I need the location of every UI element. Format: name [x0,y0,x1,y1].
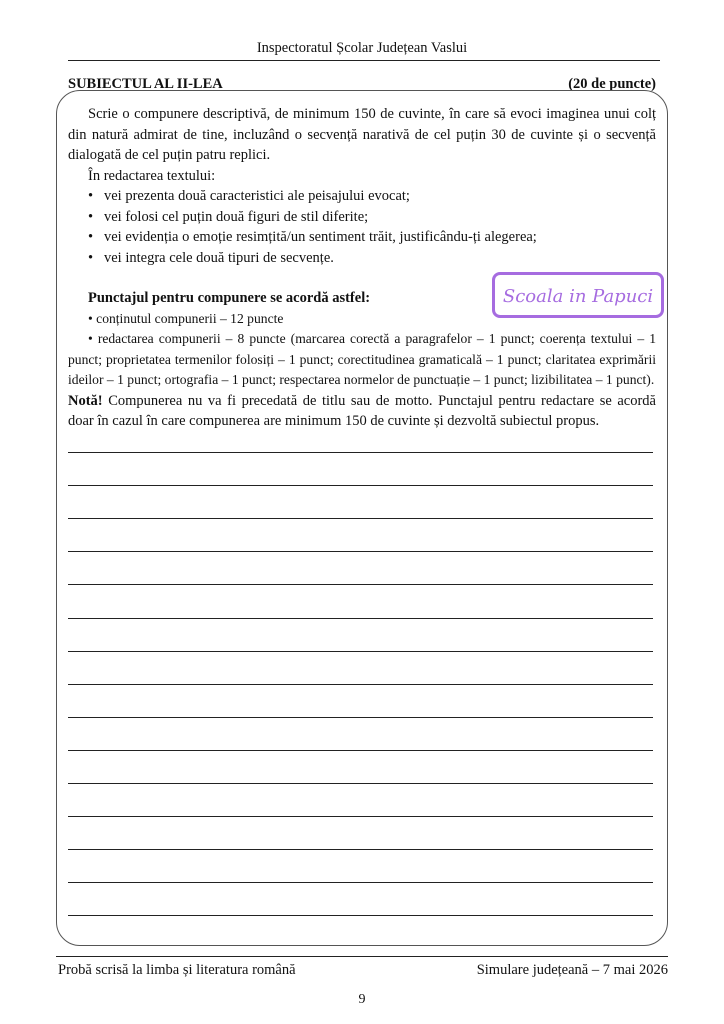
requirement-item [88,207,656,228]
scoring-writing-item: • redactarea compunerii – 8 puncte (marcarea corectă a paragrafelor – 1 punct; coerența textului – 1 punct; proprietatea termenilor folosiți – 1 punct; corectitudinea gramaticală – 1 punct; claritatea exprimării ideilor – 1 punct; ortografia – 1 punct; respectarea normelor de punctuație – 1 punct; lizibilitatea – 1 punct). [68,331,656,387]
scoring-title: Punctajul pentru compunere se acordă astfel: [88,290,371,306]
watermark-stamp [492,272,664,318]
subject-title: SUBIECTUL AL II-LEA [68,76,223,92]
task-content [68,104,656,432]
header-divider [68,60,660,61]
bullet-icon: • [88,208,94,225]
footer-divider [56,956,668,957]
page-header: Inspectoratul Școlar Județean Vaslui [256,40,468,56]
requirement-item [88,248,656,269]
scoring-content-item: • conținutul compunerii – 12 puncte [88,310,284,326]
note-label: Notă! [68,392,103,409]
bullet-icon: • [88,249,94,266]
task-prompt: Scrie o compunere descriptivă, de minimum 150 de cuvinte, în care să evoci imaginea unui colț din natură admirat de tine, incluzând o secvență narativă de cel puțin 30 de cuvinte și o secvență dialogată de cel puțin patru replici. [68,106,656,163]
requirement-text: vei integra cele două tipuri de secvențe. [104,249,334,266]
requirement-text: vei evidenția o emoție resimțită/un sentiment trăit, justificându-ți alegerea; [104,229,537,245]
footer-exam-date: Simulare județeană – 7 mai 2026 [476,962,668,978]
bullet-icon: • [88,188,94,204]
note-text: Compunerea nu va fi precedată de titlu sau de motto. Punctajul pentru redactare se acordă doar în cazul în care compunerea are minimum 150 de cuvinte și dezvoltă subiectul propus. [68,392,656,429]
bullet-icon: • [88,229,94,245]
requirements-list [68,186,656,268]
requirement-item [88,227,656,248]
watermark-logo [498,278,658,312]
requirement-text: vei prezenta două caracteristici ale peisajului evocat; [104,188,410,204]
requirement-text: vei folosi cel puțin două figuri de stil diferite; [104,208,369,225]
requirements-intro: În redactarea textului: [88,167,216,184]
requirement-item [88,186,656,207]
page-number: 9 [358,992,366,1007]
watermark-text: Scoala in Papuci [502,286,654,307]
subject-points: (20 de puncte) [568,76,656,92]
note-paragraph [68,391,656,432]
footer-exam-name: Probă scrisă la limba și literatura română [58,962,296,978]
